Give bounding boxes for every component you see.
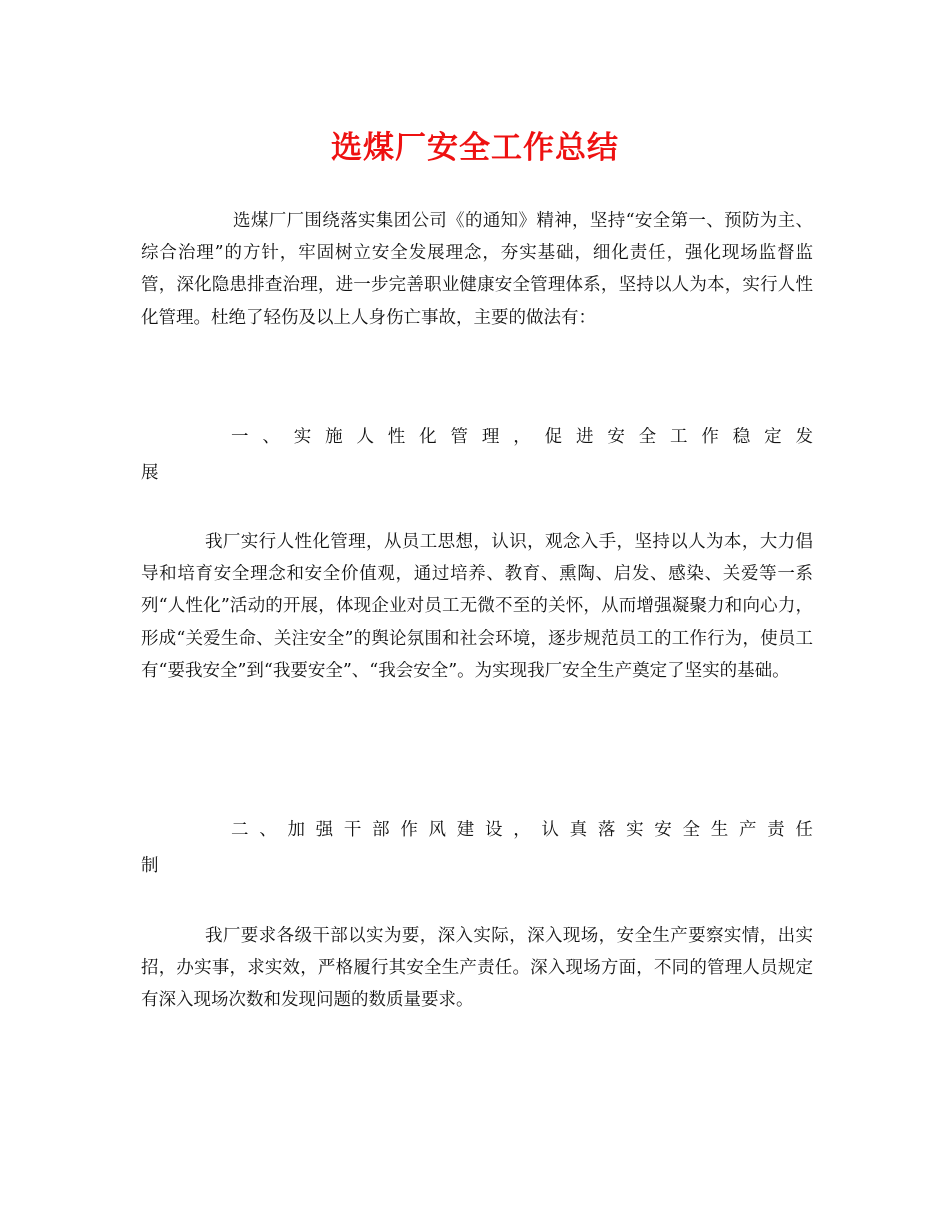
heading-char: 风 xyxy=(428,820,447,840)
heading-char: 稳 xyxy=(732,427,751,447)
heading-char: 、 xyxy=(262,427,280,447)
heading-char: 认 xyxy=(541,820,559,840)
heading-char: 干 xyxy=(343,820,362,840)
heading-char: 建 xyxy=(456,820,475,840)
heading-char: ， xyxy=(513,427,531,447)
heading-char: 责 xyxy=(767,820,785,840)
heading-char: 定 xyxy=(764,427,782,447)
heading-char: 实 xyxy=(293,427,312,447)
heading-char: 人 xyxy=(356,427,374,447)
heading-char: ， xyxy=(513,820,531,840)
heading-char: 强 xyxy=(315,820,334,840)
section-1-heading-line1 xyxy=(141,419,813,455)
heading-char: 生 xyxy=(710,820,729,840)
section-2-heading-line1 xyxy=(141,812,813,848)
heading-char: 理 xyxy=(481,427,500,447)
heading-char: 施 xyxy=(325,427,343,447)
heading-char: 落 xyxy=(597,820,616,840)
heading-char: 、 xyxy=(259,820,277,840)
heading-char: 实 xyxy=(626,820,644,840)
heading-char: 任 xyxy=(795,820,813,840)
section-1-heading xyxy=(141,419,813,491)
section-2-heading-line2: 制 xyxy=(141,856,159,876)
heading-char: 加 xyxy=(287,820,305,840)
heading-char: 进 xyxy=(575,427,594,447)
intro-paragraph: 选煤厂厂围绕落实集团公司《的通知》精神，坚持“安全第一、预防为主、综合治理”的方针，牢固树立安全发展理念，夯实基础，细化责任，强化现场监督监管，深化隐患排查治理，进一步完善职业健康安全管理体系，坚持以人为本，实行人性化管理。杜绝了轻伤及以上人身伤亡事故，主要的做法有： xyxy=(141,211,813,328)
heading-char: 全 xyxy=(638,427,657,447)
heading-char: 真 xyxy=(569,820,588,840)
heading-char: 化 xyxy=(419,427,437,447)
document-title: 选煤厂安全工作总结 xyxy=(331,130,619,166)
heading-char: 产 xyxy=(738,820,757,840)
heading-char: 管 xyxy=(450,427,469,447)
heading-char: 一 xyxy=(231,427,249,447)
section-1-body: 我厂实行人性化管理，从员工思想，认识，观念入手，坚持以人为本，大力倡导和培育安全理念和安全价值观，通过培养、教育、熏陶、启发、感染、关爱等一系列“人性化”活动的开展，体现企业对员工无微不至的关怀，从而增强凝聚力和向心力，形成“关爱生命、关注安全”的舆论氛围和社会环境，逐步规范员工的工作行为，使员工有“要我安全”到“我要安全”、“我会安全”。为实现我厂安全生产奠定了坚实的基础。 xyxy=(141,532,813,681)
heading-char: 作 xyxy=(400,820,418,840)
section-1-heading-line2: 展 xyxy=(141,463,159,483)
heading-char: 全 xyxy=(682,820,700,840)
heading-char: 作 xyxy=(701,427,719,447)
heading-char: 安 xyxy=(607,427,625,447)
heading-char: 部 xyxy=(372,820,390,840)
heading-char: 发 xyxy=(795,427,813,447)
section-2-heading xyxy=(141,812,813,884)
heading-char: 促 xyxy=(544,427,563,447)
heading-char: 性 xyxy=(387,427,406,447)
heading-char: 安 xyxy=(654,820,672,840)
section-2-body: 我厂要求各级干部以实为要，深入实际，深入现场，安全生产要察实情，出实招，办实事，求实效，严格履行其安全生产责任。深入现场方面，不同的管理人员规定有深入现场次数和发现问题的数质量要求。 xyxy=(141,926,813,1011)
heading-char: 二 xyxy=(231,820,249,840)
heading-char: 设 xyxy=(484,820,503,840)
heading-char: 工 xyxy=(670,427,688,447)
